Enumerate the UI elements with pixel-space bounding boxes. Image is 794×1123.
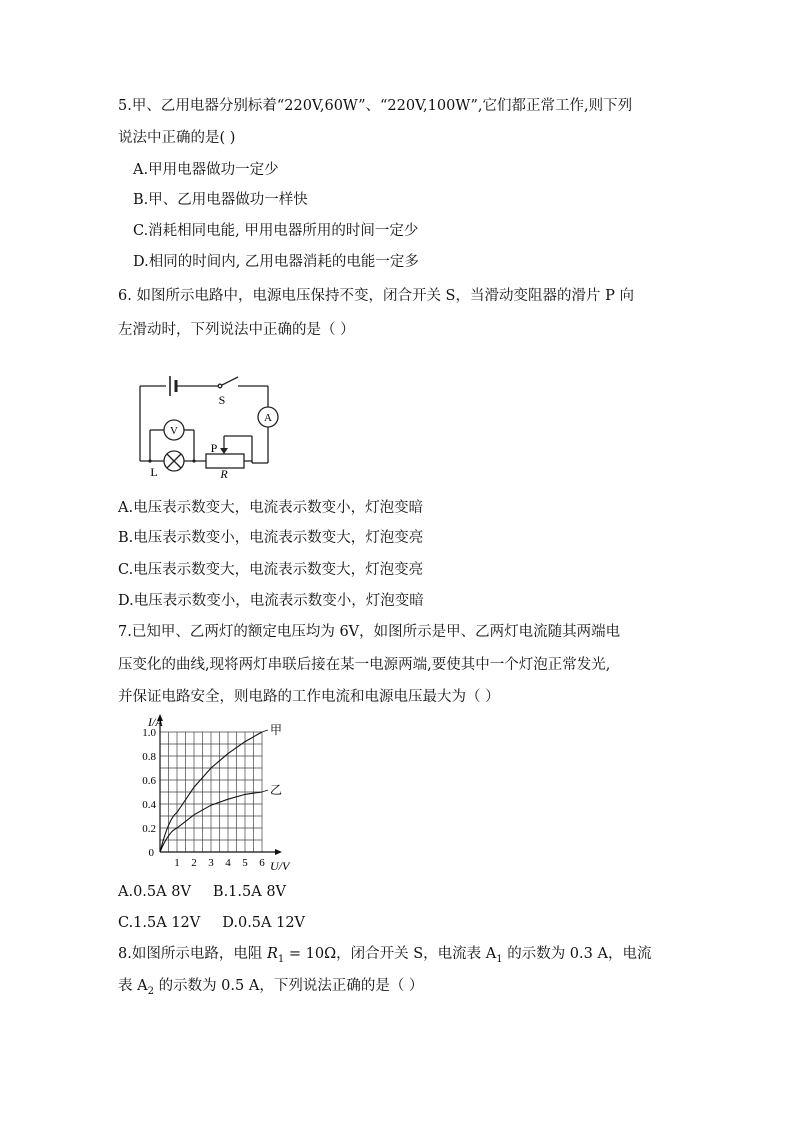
q7-line1: 7.已知甲、乙两灯的额定电压均为 6V，如图所示是甲、乙两灯电流随其两端电 xyxy=(118,624,621,640)
q5-option-a: A.甲用电器做功一定少 xyxy=(133,162,279,178)
x-axis-arrow xyxy=(275,849,282,855)
q5-line2: 说法中正确的是( ) xyxy=(118,130,236,146)
q6-line2: 左滑动时，下列说法中正确的是（ ） xyxy=(118,322,355,338)
a1-subscript: 1 xyxy=(496,953,503,965)
q7-option-d: D.0.5A 12V xyxy=(222,915,306,931)
y-tick-label: 0.2 xyxy=(142,823,156,835)
series-leader xyxy=(262,730,268,732)
series-label: 甲 xyxy=(270,723,283,737)
y-tick-label: 0.8 xyxy=(142,751,156,763)
q6-option-a: A.电压表示数变大，电流表示数变小，灯泡变暗 xyxy=(118,500,424,516)
q8-line2-pre: 表 A xyxy=(118,978,148,994)
a2-subscript: 2 xyxy=(147,985,154,997)
q7-line3: 并保证电路安全，则电路的工作电流和电源电压最大为（ ） xyxy=(118,689,500,705)
q7-line2: 压变化的曲线,现将两灯串联后接在某一电源两端,要使其中一个灯泡正常发光, xyxy=(118,657,611,673)
voltmeter-label: V xyxy=(170,425,178,437)
series-label: 乙 xyxy=(270,783,283,797)
y-tick-label: 0.4 xyxy=(142,799,156,811)
x-tick-label: 6 xyxy=(259,857,265,869)
iu-chart xyxy=(126,712,316,872)
r1-symbol: R xyxy=(266,946,278,962)
lamp-label: L xyxy=(150,465,158,479)
r1-subscript: 1 xyxy=(277,953,285,965)
q8-line1-tail: 的示数为 0.3 A，电流 xyxy=(502,946,652,962)
q8-line1-pre: 8.如图所示电路，电阻 xyxy=(118,946,267,962)
y-tick-label: 1.0 xyxy=(142,727,156,739)
q8-line1-post: = 10Ω，闭合开关 S，电流表 A xyxy=(284,946,497,962)
ammeter-label: A xyxy=(264,412,272,424)
q8-line2-post: 的示数为 0.5 A，下列说法正确的是（ ） xyxy=(153,978,424,994)
origin-label: 0 xyxy=(148,847,154,859)
q7-option-c: C.1.5A 12V xyxy=(118,915,201,931)
y-axis-label: I/A xyxy=(148,715,163,729)
q5-option-d: D.相同的时间内, 乙用电器消耗的电能一定多 xyxy=(133,254,419,270)
q8-line2 xyxy=(118,976,423,1002)
q5-option-c: C.消耗相同电能, 甲用电器所用的时间一定少 xyxy=(133,223,419,239)
q7-option-a: A.0.5A 8V xyxy=(118,884,191,900)
q6-option-b: B.电压表示数变小，电流表示数变大，灯泡变亮 xyxy=(118,530,424,546)
q6-option-c: C.电压表示数变大，电流表示数变大，灯泡变亮 xyxy=(118,562,424,578)
y-tick-label: 0.6 xyxy=(142,775,156,787)
x-axis-label: U/V xyxy=(270,859,290,872)
q7-options-row2 xyxy=(118,913,305,933)
series-leader xyxy=(262,790,268,792)
switch-label: S xyxy=(218,393,226,407)
x-tick-label: 5 xyxy=(242,857,248,869)
x-tick-label: 3 xyxy=(208,857,214,869)
slider-label: P xyxy=(210,441,218,455)
q7-option-b: B.1.5A 8V xyxy=(212,884,287,900)
q6-circuit-diagram xyxy=(128,372,288,480)
x-tick-label: 2 xyxy=(191,857,197,869)
q6-option-d: D.电压表示数变小，电流表示数变小，灯泡变暗 xyxy=(118,593,424,609)
q8-line1 xyxy=(118,944,651,970)
rheostat-label: R xyxy=(220,467,228,480)
q6-line1: 6. 如图所示电路中，电源电压保持不变，闭合开关 S，当滑动变阻器的滑片 P 向 xyxy=(118,288,634,304)
x-tick-label: 4 xyxy=(225,857,231,869)
q7-options-row1 xyxy=(118,882,286,902)
q5-line1: 5.甲、乙用电器分别标着“220V,60W”、“220V,100W”,它们都正常工作,则下列 xyxy=(118,98,633,114)
x-tick-label: 1 xyxy=(174,857,180,869)
q5-option-b: B.甲、乙用电器做功一样快 xyxy=(133,192,308,208)
